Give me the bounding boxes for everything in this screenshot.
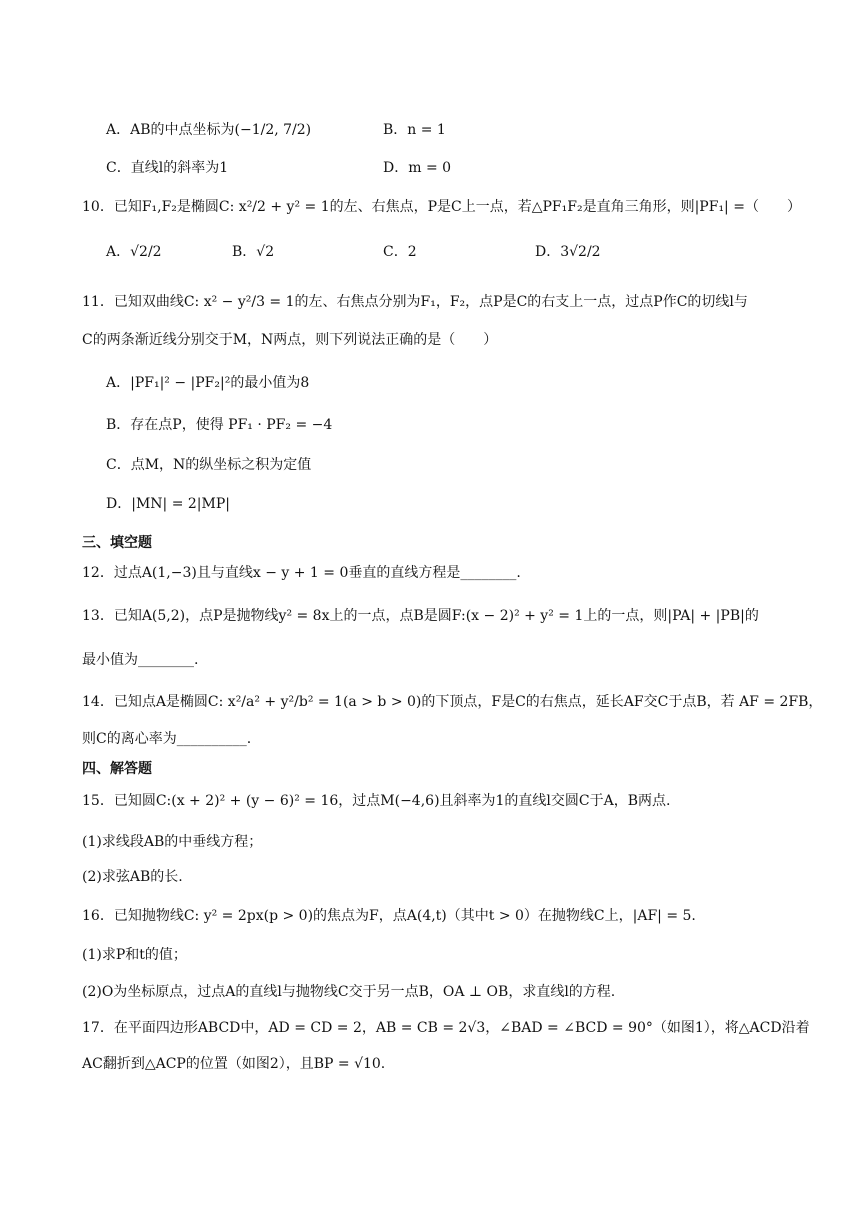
q11-stem-line2: C的两条渐近线分别交于M，N两点，则下列说法正确的是（ ） — [82, 332, 498, 348]
q10-option-c: C．2 — [383, 244, 417, 260]
q17-stem-line1: 17．在平面四边形ABCD中，AD = CD = 2，AB = CB = 2√3，∠BAD = ∠BCD = 90°（如图1），将△ACD沿着 — [82, 1020, 810, 1036]
q12-stem: 12．过点A(1,−3)且与直线x − y + 1 = 0垂直的直线方程是________. — [82, 565, 521, 581]
q9-option-c: C．直线l的斜率为1 — [106, 160, 229, 176]
q14-stem-line1: 14．已知点A是椭圆C: x²/a² + y²/b² = 1(a > b > 0)的下顶点，F是C的右焦点，延长AF交C于点B，若 AF = 2FB， — [82, 694, 823, 710]
q15-stem: 15．已知圆C:(x + 2)² + (y − 6)² = 16，过点M(−4,6)且斜率为1的直线l交圆C于A，B两点. — [82, 793, 671, 809]
q11-stem-line1: 11．已知双曲线C: x² − y²/3 = 1的左、右焦点分别为F₁，F₂，点P是C的右支上一点，过点P作C的切线l与 — [82, 294, 748, 310]
q16-part1: (1)求P和t的值； — [82, 947, 187, 963]
q13-stem-line1: 13．已知A(5,2)，点P是抛物线y² = 8x上的一点，点B是圆F:(x − 2)² + y² = 1上的一点，则|PA| + |PB|的 — [82, 608, 759, 624]
q16-part2: (2)O为坐标原点，过点A的直线l与抛物线C交于另一点B，OA ⊥ OB，求直线l的方程. — [82, 984, 616, 1000]
q16-stem: 16．已知抛物线C: y² = 2px(p > 0)的焦点为F，点A(4,t)（其中t > 0）在抛物线C上，|AF| = 5. — [82, 908, 696, 924]
q15-part1: (1)求线段AB的中垂线方程； — [82, 834, 263, 850]
q10-option-d: D．3√2/2 — [535, 244, 601, 260]
q10-stem: 10．已知F₁,F₂是椭圆C: x²/2 + y² = 1的左、右焦点，P是C上一点，若△PF₁F₂是直角三角形，则|PF₁| =（ ） — [82, 199, 801, 215]
q11-option-a: A．|PF₁|² − |PF₂|²的最小值为8 — [106, 375, 310, 391]
q10-option-a: A．√2/2 — [106, 244, 162, 260]
section-fill-in-blank-heading: 三、填空题 — [82, 535, 152, 551]
q9-option-a: A．AB的中点坐标为(−1/2, 7/2) — [106, 122, 312, 138]
q11-option-b: B．存在点P，使得 PF₁ · PF₂ = −4 — [106, 417, 333, 433]
q13-stem-line2: 最小值为________. — [82, 652, 199, 668]
section-answer-heading: 四、解答题 — [82, 761, 152, 777]
q14-stem-line2: 则C的离心率为__________. — [82, 731, 252, 747]
q10-option-b: B．√2 — [232, 244, 275, 260]
q11-option-c: C．点M，N的纵坐标之积为定值 — [106, 457, 312, 473]
q9-option-b: B．n = 1 — [383, 122, 446, 138]
q15-part2: (2)求弦AB的长. — [82, 869, 183, 885]
q11-option-d: D．|MN| = 2|MP| — [106, 496, 230, 512]
q17-stem-line2: AC翻折到△ACP的位置（如图2），且BP = √10. — [82, 1056, 386, 1072]
q9-option-d: D．m = 0 — [383, 160, 452, 176]
